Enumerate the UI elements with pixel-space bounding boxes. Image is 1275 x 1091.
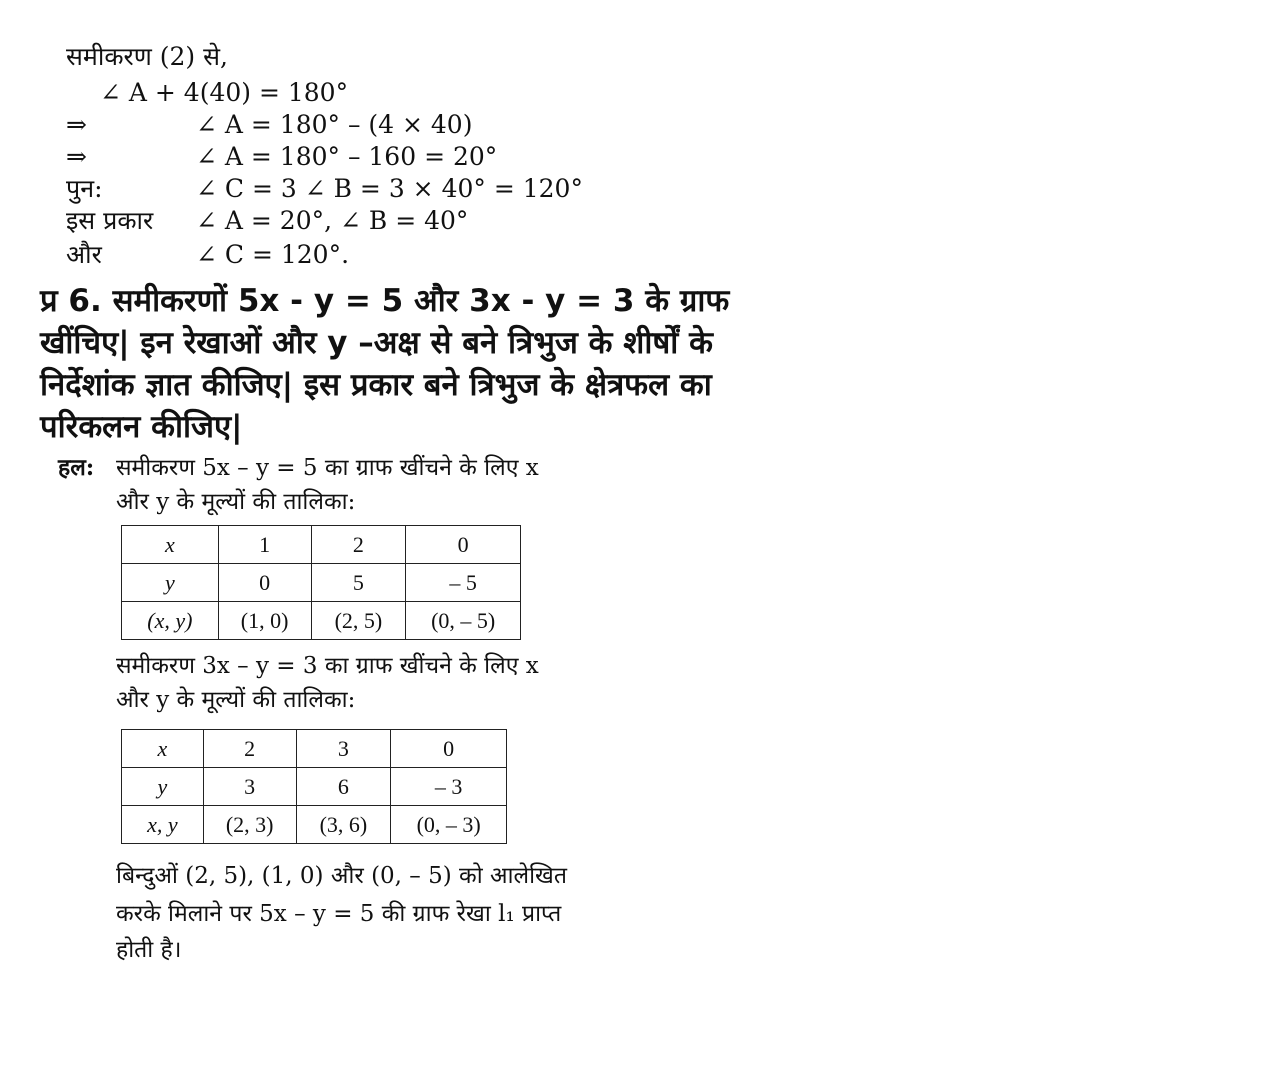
conclusion-line-1: बिन्दुओं (2, 5), (1, 0) और (0, – 5) को आलेखित: [116, 863, 567, 889]
table-cell: (1, 0): [218, 602, 311, 640]
table-row: [122, 806, 507, 844]
table-row: [122, 526, 521, 564]
table-row: [122, 730, 507, 768]
question-line-3: निर्देशांक ज्ञात कीजिए| इस प्रकार बने त्रिभुज के क्षेत्रफल का: [40, 367, 712, 403]
equation-expr: ∠ A + 4(40) = 180°: [100, 78, 349, 107]
table-cell: 5: [311, 564, 406, 602]
table-cell: 0: [391, 730, 507, 768]
equation-expr: ∠ C = 3 ∠ B = 3 × 40° = 120°: [196, 174, 583, 203]
table-cell: x: [122, 526, 219, 564]
equation-lead: इस प्रकार: [66, 206, 154, 235]
solution-label: हल:: [58, 454, 95, 481]
table-cell: 0: [406, 526, 521, 564]
question-block: [40, 280, 729, 448]
table-cell: – 3: [391, 768, 507, 806]
table-cell: (2, 3): [203, 806, 296, 844]
equation-lead: पुन:: [66, 174, 103, 203]
table-row: [122, 602, 521, 640]
table-cell: 3: [296, 730, 391, 768]
question-line-1: प्र 6. समीकरणों 5x - y = 5 और 3x - y = 3 के ग्राफ: [40, 283, 730, 319]
table-cell: 3: [203, 768, 296, 806]
table-cell: (0, – 3): [391, 806, 507, 844]
table-cell: 2: [311, 526, 406, 564]
equation-lead: ⇒: [66, 110, 87, 139]
table-cell: (2, 5): [311, 602, 406, 640]
question-line-4: परिकलन कीजिए|: [40, 409, 243, 445]
table-cell: (0, – 5): [406, 602, 521, 640]
table1-intro-line-1: समीकरण 5x – y = 5 का ग्राफ खींचने के लिए x: [116, 455, 539, 481]
table-cell: y: [122, 768, 204, 806]
table-cell: (3, 6): [296, 806, 391, 844]
table-cell: y: [122, 564, 219, 602]
intro-line: समीकरण (2) से,: [66, 42, 228, 71]
table2-intro-line-2: और y के मूल्यों की तालिका:: [116, 687, 356, 713]
conclusion-line-3: होती है।: [116, 937, 182, 963]
table-row: [122, 564, 521, 602]
equation-expr: ∠ C = 120°.: [196, 240, 350, 269]
table2-intro-line-1: समीकरण 3x – y = 3 का ग्राफ खींचने के लिए x: [116, 653, 539, 679]
table-cell: 2: [203, 730, 296, 768]
table1-intro-line-2: और y के मूल्यों की तालिका:: [116, 489, 356, 515]
conclusion-line-2: करके मिलाने पर 5x – y = 5 की ग्राफ रेखा l₁ प्राप्त: [116, 901, 562, 927]
question-line-2: खींचिए| इन रेखाओं और y –अक्ष से बने त्रिभुज के शीर्षों के: [40, 325, 713, 361]
equation-expr: ∠ A = 180° – (4 × 40): [196, 110, 473, 139]
table-cell: 6: [296, 768, 391, 806]
table-cell: 1: [218, 526, 311, 564]
equation-expr: ∠ A = 20°, ∠ B = 40°: [196, 206, 469, 235]
equation-lead: ⇒: [66, 142, 87, 171]
table-cell: x: [122, 730, 204, 768]
equation-lead: और: [66, 240, 102, 269]
table-cell: x, y: [122, 806, 204, 844]
table-cell: – 5: [406, 564, 521, 602]
equation-row-1: [100, 78, 348, 108]
values-table-1: [121, 525, 521, 640]
table-cell: 0: [218, 564, 311, 602]
values-table-2: [121, 729, 507, 844]
table-row: [122, 768, 507, 806]
table-cell: (x, y): [122, 602, 219, 640]
equation-expr: ∠ A = 180° – 160 = 20°: [196, 142, 498, 171]
